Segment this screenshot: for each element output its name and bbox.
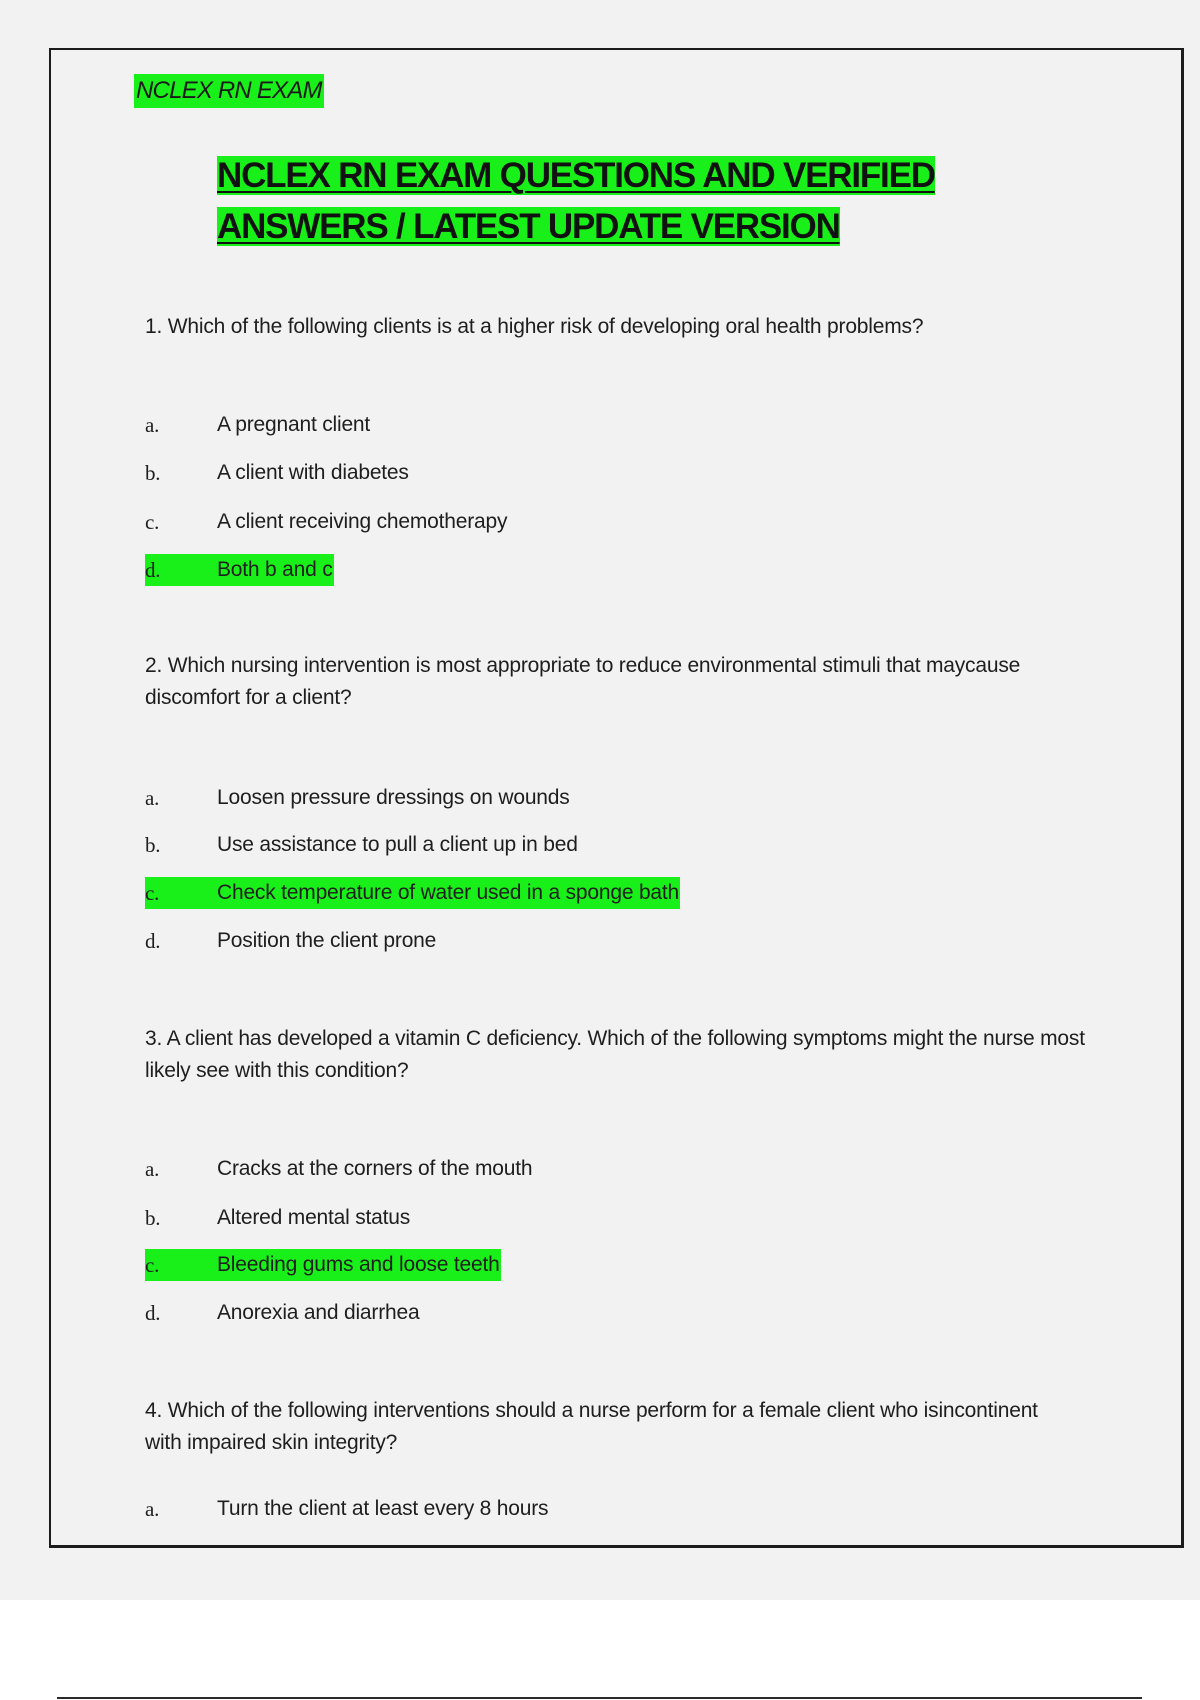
question-4-stem: 4. Which of the following interventions should a nurse perform for a female client who isincontinent with impaired skin integrity? <box>145 1399 1038 1454</box>
option-text: A client with diabetes <box>217 461 409 484</box>
header-label: NCLEX RN EXAM <box>134 74 324 108</box>
option-letter: c. <box>145 881 160 905</box>
question-2-stem: 2. Which nursing intervention is most appropriate to reduce environmental stimuli that maycause discomfort for a client? <box>145 654 1021 709</box>
document-title <box>217 150 1117 252</box>
option-text: Check temperature of water used in a sponge bath <box>217 881 680 904</box>
option-letter: a. <box>145 413 160 437</box>
option-letter: b. <box>145 461 161 485</box>
question-3-option-c-correct <box>145 1249 501 1281</box>
option-letter: a. <box>145 1497 160 1521</box>
option-letter: d. <box>145 929 161 953</box>
option-letter: a. <box>145 1157 160 1181</box>
option-letter: b. <box>145 1206 161 1230</box>
option-text: Both b and c <box>217 558 333 581</box>
question-1-option-d-correct <box>145 554 334 586</box>
option-letter: d. <box>145 558 161 582</box>
question-2-option-c-correct <box>145 877 680 909</box>
option-text: Cracks at the corners of the mouth <box>217 1157 533 1180</box>
option-text: A pregnant client <box>217 413 371 436</box>
option-text: Loosen pressure dressings on wounds <box>217 786 570 809</box>
option-letter: c. <box>145 1253 160 1277</box>
option-text: Altered mental status <box>217 1206 411 1229</box>
title-line-1: NCLEX RN EXAM QUESTIONS AND VERIFIED <box>217 156 935 195</box>
option-letter: c. <box>145 510 160 534</box>
option-text: Bleeding gums and loose teeth <box>217 1253 500 1276</box>
option-text: A client receiving chemotherapy <box>217 510 508 533</box>
title-line-2: ANSWERS / LATEST UPDATE VERSION <box>217 207 840 246</box>
option-text: Anorexia and diarrhea <box>217 1301 420 1324</box>
footer-rule <box>57 1697 1142 1699</box>
option-letter: b. <box>145 833 161 857</box>
option-letter: a. <box>145 786 160 810</box>
option-text: Use assistance to pull a client up in bed <box>217 833 578 856</box>
question-3-stem: 3. A client has developed a vitamin C deficiency. Which of the following symptoms might the nurse most likely see with this condition? <box>145 1027 1085 1082</box>
question-1-stem: 1. Which of the following clients is at a higher risk of developing oral health problems? <box>145 315 924 338</box>
option-text: Turn the client at least every 8 hours <box>217 1497 549 1520</box>
option-text: Position the client prone <box>217 929 437 952</box>
option-letter: d. <box>145 1301 161 1325</box>
